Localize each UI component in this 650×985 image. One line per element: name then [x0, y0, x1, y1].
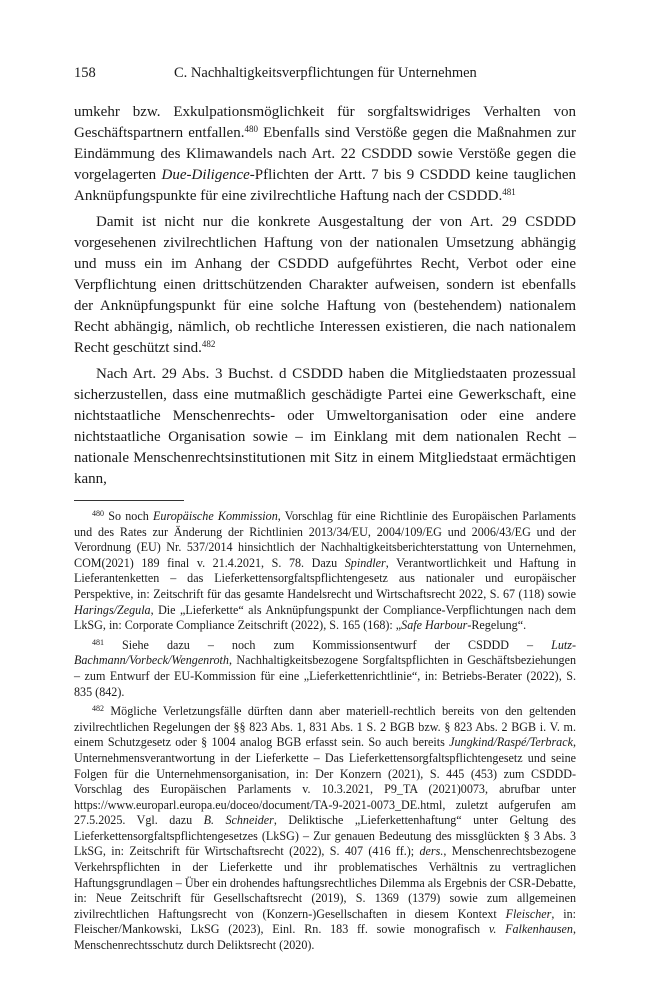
footnote-ref-480[interactable]: 480 [244, 124, 258, 134]
footnote-number: 482 [92, 704, 104, 714]
text-run: , Die „Lieferkette“ als Anknüpfungspunkt der Compliance-Verpflichtungen nach dem LkSG, in: Corporate Compliance Zeitschrift (2022), S. 165 (168): „ [74, 602, 576, 633]
page-number: 158 [74, 65, 96, 81]
text-run: , Vorschlag für eine Richtlinie des Europäischen Parlaments und des Rates zur Änderung der Richtlinien 2013/34/EU, 2004/109/EG und 2006/43/EG und der Verordnung (EU) Nr. 537/2014 hinsichtlich der Nachhaltigkeitsberichterstattung von Unternehmen, COM(2021) 189 final v. 21.4.2021, S. 78. Dazu [74, 509, 577, 570]
text-run: , Deliktische „Lieferkettenhaftung“ unter Geltung des Lieferkettensorgfaltspflichtengesetzes (LkSG) – Zur genauen Bedeutung des missglückten § 3 Abs. 3 LkSG, in: Zeitschrift für Wirtschaftsrecht (2022), S. 407 (416 ff.); [74, 813, 576, 859]
text-run: Ebenfalls sind Verstöße gegen die Maßnahmen zur Eindämmung des Klimawandels nach Art. 22 CSDDD sowie Verstöße gegen die vorgelagerten [74, 125, 576, 183]
author-name: B. Schneider [203, 813, 274, 828]
text-run: -Regelung“. [467, 618, 527, 633]
text-run: Mögliche Verletzungsfälle dürften dann aber materiell-rechtlich bereits von den geltenden zivilrechtlichen Regelungen der §§ 823 Abs. 1, 831 Abs. 1 S. 2 BGB bzw. § 823 Abs. 2 BGB i. V. m. einem Schutzgesetz oder § 1004 analog BGB erfasst sein. So auch bereits [74, 704, 576, 750]
author-name: Spindler [344, 555, 386, 570]
author-name: Lutz-Bachmann/Vorbeck/Wengenroth [74, 637, 576, 668]
main-text [74, 102, 576, 490]
running-header [74, 64, 576, 82]
text-run: umkehr bzw. Exkulpationsmöglichkeit für sorgfaltswidriges Verhalten von Geschäftspartnern entfallen. [74, 104, 576, 141]
footnote-482 [74, 704, 576, 954]
footnote-ref-482[interactable]: 482 [201, 339, 216, 349]
author-name: ders. [419, 844, 444, 859]
emphasis: Due-Diligence [161, 167, 250, 183]
author-name: Europäische Kommission [153, 509, 278, 523]
author-name: v. Falkenhausen [488, 922, 573, 937]
footnote-number: 480 [92, 509, 104, 518]
text-run: , Nachhaltigkeitsbezogene Sorgfaltspflichten in Geschäftsbeziehungen – zum Entwurf der EU-Kommission für eine „Lieferkettenrichtlinie“, in: Betriebs-Berater (2022), S. 835 (842). [74, 653, 576, 699]
footnote-number: 481 [92, 637, 104, 647]
chapter-title: C. Nachhaltigkeitsverpflichtungen für Unternehmen [174, 65, 477, 81]
footnotes [74, 509, 576, 954]
author-name: Jungkind/Raspé/Terbrack [449, 735, 573, 750]
text-run: , Menschenrechtsbezogene Verkehrspflichten in der Lieferkette und ihr problematisches Verhältnis zu vertraglichen Haftungsgrundlagen – Über ein drohendes haftungsrechtliches Dilemma als Ergebnis der CSR-Debatte, in: Neue Zeitschrift für Gesellschaftsrecht (2019), S. 1369 (1379) sowie zum allgemeinen zivilrechtlichen Haftungsrecht von (Konzern-)Gesellschaften in diesem Kontext [74, 844, 576, 921]
text-run: , Menschenrechtsschutz durch Deliktsrecht (2020). [74, 922, 576, 953]
footnote-480 [74, 509, 576, 634]
text-run: So noch [108, 509, 154, 523]
text-run: , Verantwortlichkeit und Haftung in Lieferantenketten – das Lieferkettensorgfaltspflichtengesetz aus nationaler und europäischer Perspektive, in: Zeitschrift für das gesamte Handelsrecht und Wirtschaftsrecht 2022, S. 67 (118) sowie [74, 555, 577, 601]
text-run: Nach Art. 29 Abs. 3 Buchst. d CSDDD haben die Mitgliedstaaten prozessual sicherzustellen, dass eine mutmaßlich geschädigte Partei eine Gewerkschaft, eine nichtstaatliche Menschenrechts- oder Umweltorganisation oder eine andere nichtstaatliche Organisation sowie – im Einklang mit dem nationalen Recht – nationale Menschenrechtsinstitutionen mit Sitz in einem Mitgliedstaat ermächtigen kann, [74, 366, 576, 487]
paragraph-2 [74, 212, 576, 359]
footnote-ref-481[interactable]: 481 [502, 187, 516, 197]
paragraph-3 [74, 364, 576, 490]
footnote-divider [74, 500, 184, 501]
emphasis: Safe Harbour [401, 618, 468, 633]
text-run: Damit ist nicht nur die konkrete Ausgestaltung der von Art. 29 CSDDD vorgesehenen zivilrechtlichen Haftung von der nationalen Umsetzung abhängig und muss ein im Anhang der CSDDD aufgeführtes Recht, Verbot oder eine Verpflichtung einen drittschützenden Charakter aufweisen, sondern ist ebenfalls der Anknüpfungspunkt für eine solche Haftung von (bestehendem) nationalem Recht abhängig, nämlich, ob rechtliche Interessen existieren, die nach nationalem Recht geschützt sind. [74, 214, 576, 356]
text-run: Siehe dazu – noch zum Kommissionsentwurf der CSDDD – [122, 637, 552, 652]
text-run: -Pflichten der Artt. 7 bis 9 CSDDD keine tauglichen Anknüpfungspunkte für eine zivilrechtliche Haftung nach der CSDDD. [74, 167, 576, 204]
footnote-481 [74, 638, 576, 700]
author-name: Harings/Zegula [74, 602, 151, 617]
text-run: , in: Fleischer/Mankowski, LkSG (2023), Einl. Rn. 183 ff. sowie monografisch [74, 906, 576, 937]
text-run: , Unternehmensverantwortung in der Lieferkette – Das Lieferkettensorgfaltspflichtengesetz und seine Folgen für die Unternehmensorganisation, in: Der Konzern (2021), S. 445 (453) zum CSDDD-Vorschlag des Europäischen Parlaments v. 10.3.2021, P9_TA (2021)0073, abrufbar unter https://www.europarl.europa.eu/doceo/document/TA-9-2021-0073_DE.html, zuletzt aufgerufen am 27.5.2025. Vgl. dazu [74, 735, 576, 828]
author-name: Fleischer [505, 906, 552, 921]
paragraph-1 [74, 102, 576, 207]
